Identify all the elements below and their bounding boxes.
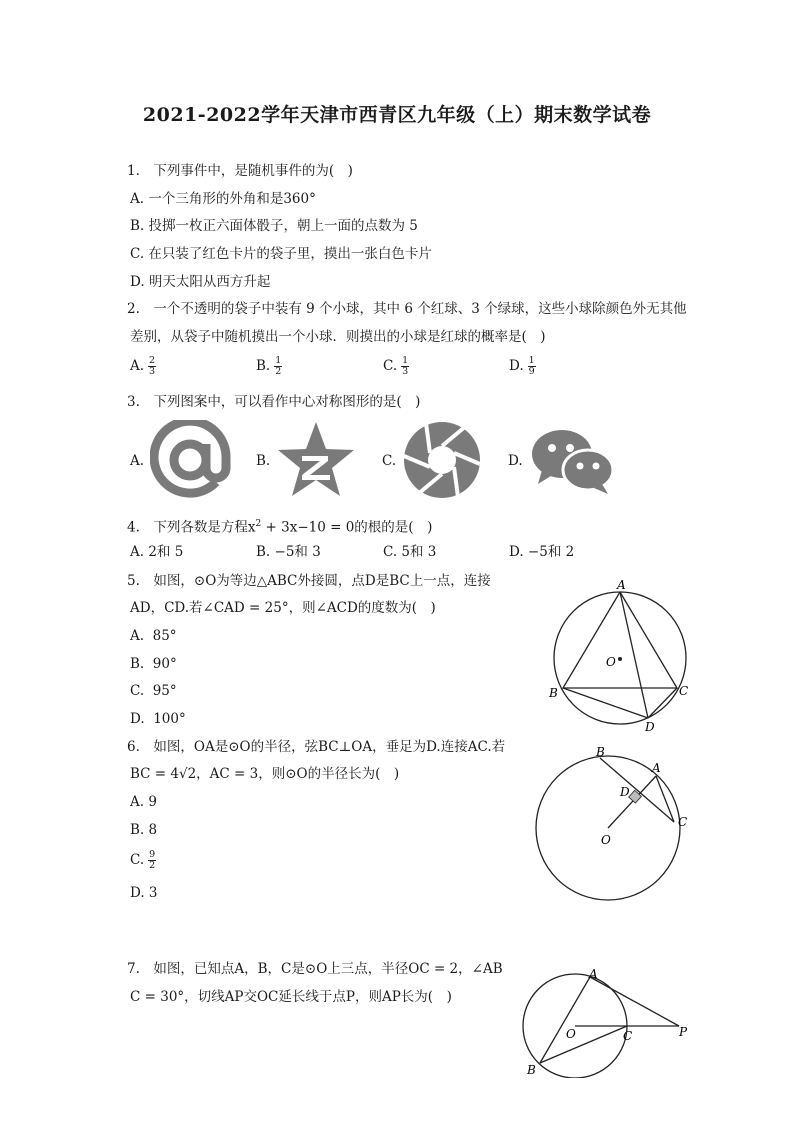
q5-label-o: O: [606, 655, 616, 669]
q1-option-d[interactable]: D. 明天太阳从西方升起: [130, 274, 271, 290]
q5-figure: [540, 576, 700, 736]
q7-stem-line2: C = 30°，切线AP交OC延长线于点P，则AP长为( ): [130, 989, 452, 1005]
q6-stem-line2: BC = 4√2，AC = 3，则⊙O的半径长为( ): [130, 766, 400, 782]
q6-option-c[interactable]: C. $\frac{9}{2}$: [130, 849, 156, 871]
wechat-icon: [530, 428, 614, 494]
q5-label-b: B: [549, 686, 558, 700]
q1-stem: 1. 下列事件中，是随机事件的为( ): [127, 163, 353, 179]
q5-stem-line1: 5. 如图，⊙O为等边△ABC外接圆，点D是BC上一点，连接: [127, 573, 491, 589]
q5-option-a[interactable]: A. 85°: [130, 628, 177, 644]
q4-stem: 4. 下列各数是方程$x^2 + 3x-10 = 0$的根的是( ): [127, 519, 433, 536]
q2-option-c[interactable]: C. $\frac{1}{3}$: [383, 355, 409, 377]
q6-stem-line1: 6. 如图，OA是⊙O的半径，弦BC⊥OA，垂足为D.连接AC.若: [127, 739, 506, 755]
q5-label-d: D: [645, 720, 655, 734]
q6-label-o: O: [601, 833, 611, 847]
q2-option-a[interactable]: A. $\frac{2}{3}$: [130, 355, 156, 377]
q1-option-a[interactable]: A. 一个三角形的外角和是360°: [130, 191, 316, 207]
q3-option-d-label[interactable]: D.: [508, 453, 523, 469]
q6-label-b: B: [596, 745, 605, 759]
q6-option-b[interactable]: B. 8: [130, 822, 158, 838]
q5-option-b[interactable]: B. 90°: [130, 656, 177, 672]
q3-option-b-label[interactable]: B.: [256, 453, 271, 469]
q7-stem-line1: 7. 如图，已知点A，B，C是⊙O上三点，半径OC = 2，∠AB: [127, 961, 503, 977]
q7-label-c: C: [623, 1029, 633, 1043]
q7-figure: [515, 964, 695, 1078]
q4-option-b[interactable]: B. −5和 3: [256, 544, 321, 560]
q2-option-b[interactable]: B. $\frac{1}{2}$: [256, 355, 282, 377]
q5-label-a: A: [617, 578, 626, 592]
q4-option-d[interactable]: D. −5和 2: [509, 544, 575, 560]
q1-option-b[interactable]: B. 投掷一枚正六面体骰子，朝上一面的点数为 5: [130, 218, 418, 234]
q6-option-a[interactable]: A. 9: [130, 794, 157, 810]
q6-figure: [528, 742, 698, 904]
q6-label-d: D: [620, 785, 630, 799]
page-title: 2021-2022学年天津市西青区九年级（上）期末数学试卷: [142, 104, 652, 126]
q7-label-o: O: [566, 1027, 576, 1041]
q3-option-c-label[interactable]: C.: [382, 453, 397, 469]
q5-stem-line2: AD，CD.若∠CAD = 25°，则∠ACD的度数为( ): [130, 600, 436, 616]
q2-stem-line2: 差别，从袋子中随机摸出一个小球．则摸出的小球是红球的概率是( ): [130, 329, 546, 345]
q6-label-c: C: [678, 815, 688, 829]
q3-stem: 3. 下列图案中，可以看作中心对称图形的是( ): [127, 394, 421, 410]
q1-option-c[interactable]: C. 在只装了红色卡片的袋子里，摸出一张白色卡片: [130, 246, 432, 262]
q7-label-p: P: [679, 1025, 688, 1039]
at-sign-icon: [150, 420, 234, 500]
q4-option-a[interactable]: A. 2和 5: [130, 544, 184, 560]
aperture-icon: [402, 420, 482, 500]
q4-option-c[interactable]: C. 5和 3: [383, 544, 437, 560]
q7-label-a: A: [589, 967, 598, 981]
q5-option-d[interactable]: D. 100°: [130, 711, 186, 727]
q7-label-b: B: [527, 1063, 536, 1077]
q5-label-c: C: [679, 684, 689, 698]
q5-option-c[interactable]: C. 95°: [130, 683, 177, 699]
star-z-icon: [276, 420, 356, 500]
q6-option-d[interactable]: D. 3: [130, 885, 158, 901]
q2-stem-line1: 2. 一个不透明的袋子中装有 9 个小球，其中 6 个红球、3 个绿球，这些小球除颜色外无其他: [127, 301, 687, 317]
q3-option-a-label[interactable]: A.: [130, 453, 145, 469]
q6-label-a: A: [652, 761, 661, 775]
q2-option-d[interactable]: D. $\frac{1}{9}$: [509, 355, 535, 377]
